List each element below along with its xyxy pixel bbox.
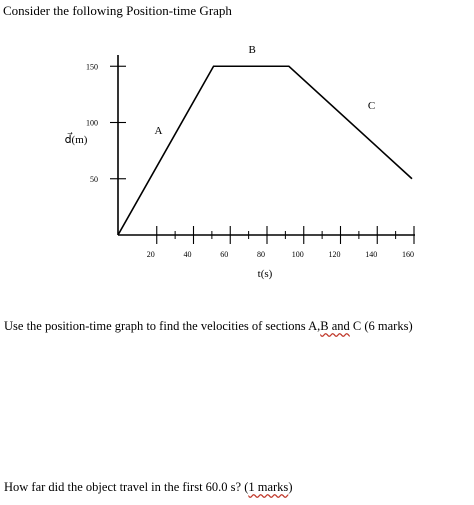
series-layer bbox=[118, 66, 412, 235]
x-tick-label: 40 bbox=[183, 250, 192, 259]
x-ticks bbox=[147, 226, 414, 259]
y-axis-label: d⃗(m) bbox=[64, 133, 88, 146]
question-velocities-text: Use the position-time graph to find the velocities of sections A, bbox=[4, 319, 321, 333]
y-tick-label: 150 bbox=[86, 62, 98, 72]
y-tick-label: 100 bbox=[86, 118, 98, 128]
question-distance bbox=[4, 480, 292, 495]
y-ticks bbox=[86, 62, 126, 184]
annotation-layer bbox=[154, 44, 375, 137]
x-tick-label: 80 bbox=[257, 250, 265, 259]
x-tick-label: 100 bbox=[291, 250, 304, 259]
series-line bbox=[118, 66, 412, 235]
spellcheck-marks: 1 marks bbox=[248, 480, 289, 494]
segment-label: B bbox=[248, 43, 256, 56]
x-tick-label: 20 bbox=[146, 250, 155, 259]
question-distance-text: How far did the object travel in the first 60.0 s? ( bbox=[4, 480, 249, 494]
x-tick-label: 140 bbox=[365, 250, 378, 259]
segment-label: A bbox=[154, 124, 163, 137]
x-tick-label: 160 bbox=[402, 250, 414, 259]
x-tick-label: 60 bbox=[220, 250, 229, 259]
y-tick-label: 50 bbox=[90, 174, 98, 184]
page-title: Consider the following Position-time Graph bbox=[3, 3, 232, 18]
question-distance-close: ) bbox=[288, 480, 293, 494]
x-axis-label: t(s) bbox=[257, 268, 273, 280]
question-velocities-marks: C (6 marks) bbox=[349, 319, 413, 333]
segment-label: C bbox=[367, 100, 376, 112]
spellcheck-b-and: B and bbox=[320, 319, 350, 333]
question-velocities bbox=[4, 319, 413, 334]
x-tick-label: 120 bbox=[328, 250, 341, 259]
